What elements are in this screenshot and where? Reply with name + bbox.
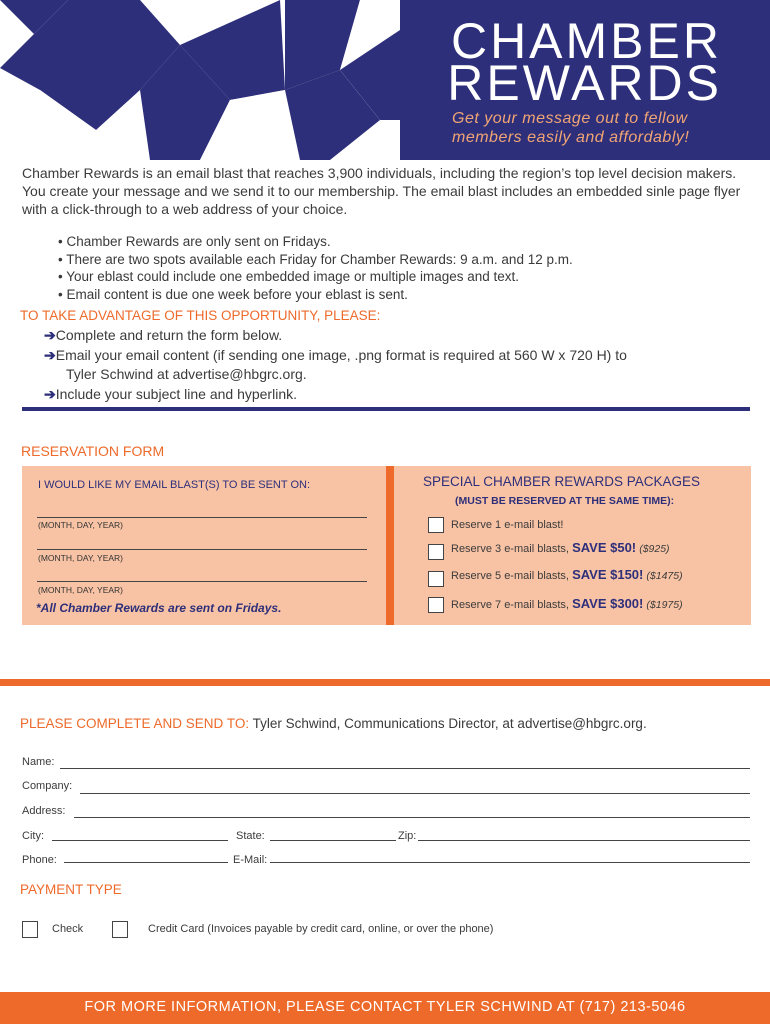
orange-divider bbox=[0, 679, 770, 686]
bullet-item: • Email content is due one week before your eblast is sent. bbox=[58, 286, 573, 304]
section-divider bbox=[22, 407, 750, 411]
name-label: Name: bbox=[22, 756, 55, 768]
address-field[interactable] bbox=[74, 817, 750, 818]
state-field[interactable] bbox=[270, 840, 396, 841]
step-2 bbox=[44, 346, 627, 364]
check-checkbox[interactable] bbox=[22, 921, 38, 938]
package-1-label bbox=[451, 519, 564, 531]
package-label: Reserve 5 e-mail blasts, bbox=[451, 570, 569, 582]
package-price: ($925) bbox=[639, 543, 670, 555]
check-label: Check bbox=[52, 923, 84, 935]
date-label: (MONTH, DAY, YEAR) bbox=[38, 585, 124, 595]
city-field[interactable] bbox=[52, 840, 228, 841]
company-label: Company: bbox=[22, 780, 73, 792]
zip-label: Zip: bbox=[398, 830, 417, 842]
footer-contact: FOR MORE INFORMATION, PLEASE CONTACT TYLER SCHWIND AT (717) 213-5046 bbox=[84, 999, 686, 1015]
company-field[interactable] bbox=[80, 793, 750, 794]
package-label: Reserve 3 e-mail blasts, bbox=[451, 543, 569, 555]
package-5-label bbox=[451, 567, 683, 582]
package-3-label bbox=[451, 540, 670, 555]
package-savings: SAVE $50! bbox=[572, 540, 637, 555]
zip-field[interactable] bbox=[418, 840, 750, 841]
phone-label: Phone: bbox=[22, 854, 57, 866]
date-label: (MONTH, DAY, YEAR) bbox=[38, 520, 124, 530]
package-price: ($1475) bbox=[646, 570, 683, 582]
date-field-3[interactable] bbox=[37, 581, 367, 582]
package-label: Reserve 7 e-mail blasts, bbox=[451, 599, 569, 611]
step-1 bbox=[44, 326, 282, 344]
package-1-checkbox[interactable] bbox=[428, 517, 444, 533]
packages-heading: SPECIAL CHAMBER REWARDS PACKAGES bbox=[423, 474, 701, 489]
package-5-checkbox[interactable] bbox=[428, 571, 444, 587]
title-line-1: CHAMBER bbox=[450, 13, 722, 69]
package-7-label bbox=[451, 596, 683, 611]
bullet-item: • Your eblast could include one embedded image or multiple images and text. bbox=[58, 268, 573, 286]
title-line-2: REWARDS bbox=[447, 55, 722, 111]
arrow-right-icon: ➔ bbox=[44, 386, 56, 402]
address-label: Address: bbox=[22, 805, 66, 817]
friday-note: *All Chamber Rewards are sent on Fridays. bbox=[36, 601, 282, 615]
package-price: ($1975) bbox=[646, 599, 683, 611]
credit-card-checkbox[interactable] bbox=[112, 921, 128, 938]
tagline: Get your message out to fellow members easily and affordably! bbox=[452, 110, 690, 146]
date-field-2[interactable] bbox=[37, 549, 367, 550]
state-label: State: bbox=[236, 830, 265, 842]
email-label: E-Mail: bbox=[233, 854, 268, 866]
send-to-line bbox=[20, 716, 647, 731]
step-2-text: Email your email content (if sending one image, .png format is required at 560 W x 720 H) to bbox=[55, 347, 627, 363]
name-field[interactable] bbox=[60, 768, 750, 769]
info-bullet-list bbox=[58, 233, 573, 303]
reservation-heading: RESERVATION FORM bbox=[21, 443, 165, 459]
reservation-separator bbox=[386, 466, 394, 625]
send-date-prompt: I WOULD LIKE MY EMAIL BLAST(S) TO BE SENT ON: bbox=[38, 479, 311, 491]
package-savings: SAVE $150! bbox=[572, 567, 644, 582]
email-field[interactable] bbox=[270, 862, 750, 863]
send-heading: PLEASE COMPLETE AND SEND TO: bbox=[20, 716, 250, 731]
payment-heading: PAYMENT TYPE bbox=[20, 882, 122, 897]
package-label: Reserve 1 e-mail blast! bbox=[451, 519, 564, 531]
step-2-continued: Tyler Schwind at advertise@hbgrc.org. bbox=[66, 366, 307, 382]
step-1-text: Complete and return the form below. bbox=[55, 327, 283, 343]
city-label: City: bbox=[22, 830, 44, 842]
bullet-item: • There are two spots available each Friday for Chamber Rewards: 9 a.m. and 12 p.m. bbox=[58, 251, 573, 269]
date-field-1[interactable] bbox=[37, 517, 367, 518]
send-text: Tyler Schwind, Communications Director, at advertise@hbgrc.org. bbox=[249, 716, 647, 731]
date-label: (MONTH, DAY, YEAR) bbox=[38, 553, 124, 563]
package-savings: SAVE $300! bbox=[572, 596, 644, 611]
credit-card-label: Credit Card (Invoices payable by credit card, online, or over the phone) bbox=[148, 923, 494, 935]
bullet-item: • Chamber Rewards are only sent on Fridays. bbox=[58, 233, 573, 251]
step-3-text: Include your subject line and hyperlink. bbox=[55, 386, 297, 402]
arrow-right-icon: ➔ bbox=[44, 327, 56, 343]
phone-field[interactable] bbox=[64, 862, 228, 863]
advantage-heading: TO TAKE ADVANTAGE OF THIS OPPORTUNITY, PLEASE: bbox=[20, 308, 381, 323]
intro-paragraph: Chamber Rewards is an email blast that reaches 3,900 individuals, including the region’s top level decision makers. You create your message and we send it to our membership. The email blast includes an embedded sinle page flyer with a click-through to a web address of your choice. bbox=[22, 165, 741, 217]
step-3 bbox=[44, 385, 297, 403]
package-7-checkbox[interactable] bbox=[428, 597, 444, 613]
arrow-right-icon: ➔ bbox=[44, 347, 56, 363]
package-3-checkbox[interactable] bbox=[428, 544, 444, 560]
packages-subheading: (MUST BE RESERVED AT THE SAME TIME): bbox=[455, 495, 675, 507]
